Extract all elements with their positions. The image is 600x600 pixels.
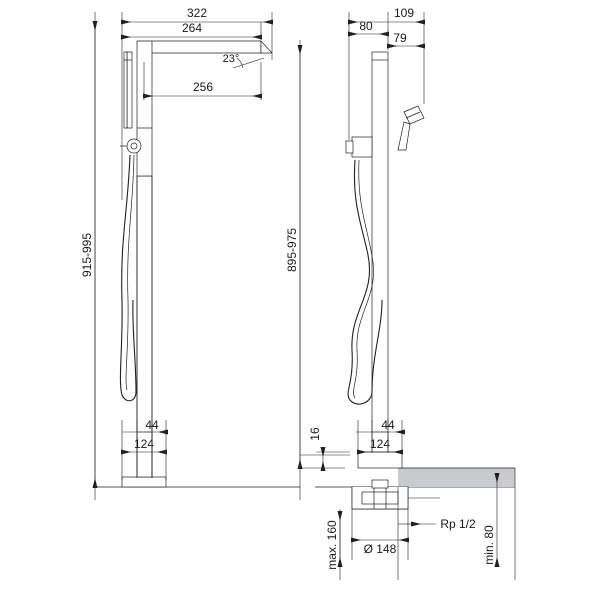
dim-front-top-second: 264 bbox=[181, 21, 203, 35]
dim-wall-min: min. 80 bbox=[482, 525, 496, 565]
dim-side-top-third: 79 bbox=[393, 31, 407, 45]
dim-front-height-range: 915-995 bbox=[80, 232, 94, 278]
dim-front-base-small: 44 bbox=[145, 418, 159, 432]
dim-front-top-overall: 322 bbox=[186, 6, 208, 20]
dim-side-base-width: 124 bbox=[369, 437, 391, 451]
dim-front-base-width: 124 bbox=[133, 437, 155, 451]
dim-side-base-small: 44 bbox=[381, 418, 395, 432]
dim-thread-size: Rp 1/2 bbox=[440, 517, 476, 531]
dim-side-height-range: 895-975 bbox=[285, 227, 299, 273]
dim-side-plinth-height: 16 bbox=[308, 427, 322, 441]
dim-floor-plate-diameter: Ø 148 bbox=[363, 542, 397, 556]
dim-front-angle: 23° bbox=[222, 53, 240, 65]
dim-floor-depth-max: max. 160 bbox=[325, 520, 339, 570]
dim-side-top-second: 80 bbox=[359, 19, 373, 33]
dim-front-spout-reach: 256 bbox=[192, 80, 214, 94]
dim-side-top-overall: 109 bbox=[393, 6, 415, 20]
